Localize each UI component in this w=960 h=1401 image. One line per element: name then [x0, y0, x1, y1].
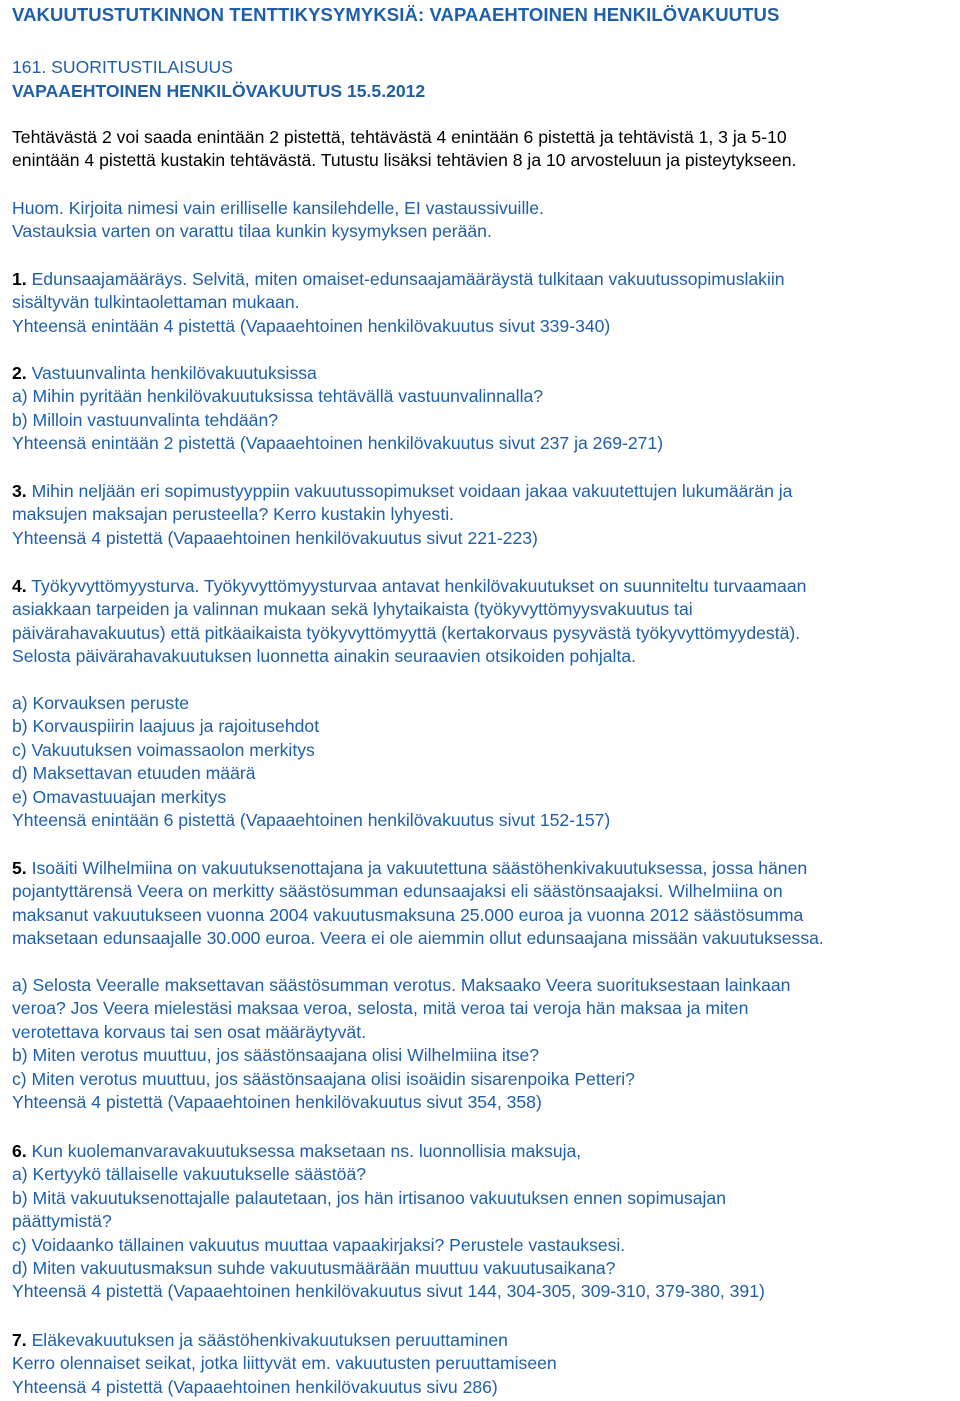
question-4 — [12, 575, 958, 669]
question-points: Yhteensä 4 pistettä (Vapaaehtoinen henkilövakuutus sivut 221-223) — [12, 527, 538, 548]
question-text: päivärahavakuutus) että pitkäaikaista työkyvyttömyyttä (kertakorvaus pysyvästä työkyvyttömyydestä). — [12, 622, 801, 643]
question-5-items — [12, 974, 958, 1114]
question-1 — [12, 268, 958, 338]
question-item: e) Omavastuuajan merkitys — [12, 786, 227, 807]
document-title: VAKUUTUSTUTKINNON TENTTIKYSYMYKSIÄ: VAPAAEHTOINEN HENKILÖVAKUUTUS — [12, 4, 780, 25]
question-item: b) Milloin vastuunvalinta tehdään? — [12, 409, 279, 430]
intro-line: enintään 4 pistettä kustakin tehtävästä. Tutustu lisäksi tehtävien 8 ja 10 arvosteluun ja pisteytykseen. — [12, 150, 797, 171]
question-number: 7. — [12, 1330, 27, 1350]
question-text: maksetaan edunsaajalle 30.000 euroa. Veera ei ole aiemmin ollut edunsaajana missään vakuutuksessa. — [12, 928, 824, 949]
question-item: a) Selosta Veeralle maksettavan säästösumman verotus. Maksaako Veera suorituksestaan lainkaan — [12, 975, 791, 995]
question-points: Yhteensä enintään 6 pistettä (Vapaaehtoinen henkilövakuutus sivut 152-157) — [12, 810, 611, 831]
question-number: 1. — [12, 269, 27, 289]
question-item: c) Miten verotus muuttuu, jos säästönsaajana olisi isoäidin sisarenpoika Petteri? — [12, 1068, 635, 1089]
question-text: Kun kuolemanvaravakuutuksessa maksetaan ns. luonnollisia maksuja, — [26, 1141, 582, 1161]
question-text: Selosta päivärahavakuutuksen luonnetta ainakin seuraavien otsikoiden pohjalta. — [12, 646, 637, 667]
question-text: Kerro olennaiset seikat, jotka liittyvät em. vakuutusten peruuttamiseen — [12, 1353, 557, 1374]
intro-paragraph — [12, 126, 958, 173]
question-text: Työkyvyttömyysturva. Työkyvyttömyysturvaa antavat henkilövakuutukset on suunniteltu turvaamaan — [26, 576, 807, 596]
question-item: d) Maksettavan etuuden määrä — [12, 763, 256, 784]
question-text: pojantyttärensä Veera on merkitty säästösumman edunsaajaksi eli säästönsaajaksi. Wilhelmiina on — [12, 881, 783, 902]
question-1-text — [12, 268, 958, 291]
question-item: a) Korvauksen peruste — [12, 693, 190, 713]
question-points: Yhteensä enintään 4 pistettä (Vapaaehtoinen henkilövakuutus sivut 339-340) — [12, 315, 611, 336]
question-5 — [12, 857, 958, 951]
question-points: Yhteensä 4 pistettä (Vapaaehtoinen henkilövakuutus sivut 144, 304-305, 309-310, 379-380, 391) — [12, 1281, 765, 1302]
question-item: a) Mihin pyritään henkilövakuutuksissa tehtävällä vastuunvalinnalla? — [12, 386, 544, 407]
note-line: Huom. Kirjoita nimesi vain erilliselle kansilehdelle, EI vastaussivuille. — [12, 198, 544, 218]
question-text: maksujen maksajan perusteella? Kerro kustakin lyhyesti. — [12, 504, 455, 525]
question-5-text — [12, 857, 958, 880]
question-3 — [12, 480, 958, 550]
question-2-text — [12, 362, 958, 385]
question-points: Yhteensä enintään 2 pistettä (Vapaaehtoinen henkilövakuutus sivut 237 ja 269-271) — [12, 433, 664, 454]
exam-number: 161. SUORITUSTILAISUUS — [12, 57, 233, 77]
question-4-text — [12, 575, 958, 598]
question-text: asiakkaan tarpeiden ja valinnan mukaan sekä lyhytaikaista (työkyvyttömyysvakuutus tai — [12, 599, 693, 620]
question-text: maksanut vakuutukseen vuonna 2004 vakuutusmaksuna 25.000 euroa ja vuonna 2012 säästösumma — [12, 904, 804, 925]
question-text: Mihin neljään eri sopimustyyppiin vakuutussopimukset voidaan jakaa vakuutettujen lukumäärän ja — [26, 481, 793, 501]
intro-line: Tehtävästä 2 voi saada enintään 2 pistettä, tehtävästä 4 enintään 6 pistettä ja tehtävistä 1, 3 ja 5-10 — [12, 127, 787, 147]
question-item: päättymistä? — [12, 1211, 112, 1232]
question-3-text — [12, 480, 958, 503]
question-text: Eläkevakuutuksen ja säästöhenkivakuutuksen peruuttaminen — [26, 1330, 508, 1350]
question-item: c) Voidaanko tällainen vakuutus muuttaa vapaakirjaksi? Perustele vastauksesi. — [12, 1234, 626, 1255]
note-line: Vastauksia varten on varattu tilaa kunkin kysymyksen perään. — [12, 221, 492, 242]
question-points: Yhteensä 4 pistettä (Vapaaehtoinen henkilövakuutus sivut 354, 358) — [12, 1092, 542, 1113]
question-text: Vastuunvalinta henkilövakuutuksissa — [26, 363, 317, 383]
question-points: Yhteensä 4 pistettä (Vapaaehtoinen henkilövakuutus sivu 286) — [12, 1376, 498, 1397]
question-item: b) Miten verotus muuttuu, jos säästönsaajana olisi Wilhelmiina itse? — [12, 1045, 540, 1066]
question-4-items — [12, 692, 958, 832]
exam-subject: VAPAAEHTOINEN HENKILÖVAKUUTUS 15.5.2012 — [12, 81, 426, 101]
question-6-text — [12, 1140, 958, 1163]
question-text: sisältyvän tulkintaolettaman mukaan. — [12, 292, 300, 313]
question-item: d) Miten vakuutusmaksun suhde vakuutusmäärään muuttuu vakuutusaikana? — [12, 1258, 616, 1279]
question-item: verotettava korvaus tai sen osat määräytyvät. — [12, 1021, 366, 1042]
question-number: 6. — [12, 1141, 27, 1161]
question-7-text — [12, 1329, 958, 1352]
question-item: b) Mitä vakuutuksenottajalle palautetaan, jos hän irtisanoo vakuutuksen ennen sopimusajan — [12, 1187, 726, 1208]
question-item: a) Kertyykö tällaiselle vakuutukselle säästöä? — [12, 1164, 367, 1185]
question-item: veroa? Jos Veera mielestäsi maksaa veroa, selosta, mitä veroa tai veroja hän maksaa ja miten — [12, 998, 749, 1019]
question-number: 4. — [12, 576, 27, 596]
question-number: 3. — [12, 481, 27, 501]
question-text: Edunsaajamääräys. Selvitä, miten omaiset-edunsaajamääräystä tulkitaan vakuutussopimuslakiin — [26, 269, 785, 289]
question-number: 5. — [12, 858, 27, 878]
question-text: Isoäiti Wilhelmiina on vakuutuksenottajana ja vakuutettuna säästöhenkivakuutuksessa, jossa hänen — [26, 858, 808, 878]
question-6 — [12, 1140, 958, 1304]
question-item: b) Korvauspiirin laajuus ja rajoitusehdot — [12, 716, 320, 737]
question-2 — [12, 362, 958, 456]
question-7 — [12, 1329, 958, 1399]
note-paragraph — [12, 197, 958, 244]
question-number: 2. — [12, 363, 27, 383]
question-item: c) Vakuutuksen voimassaolon merkitys — [12, 739, 315, 760]
